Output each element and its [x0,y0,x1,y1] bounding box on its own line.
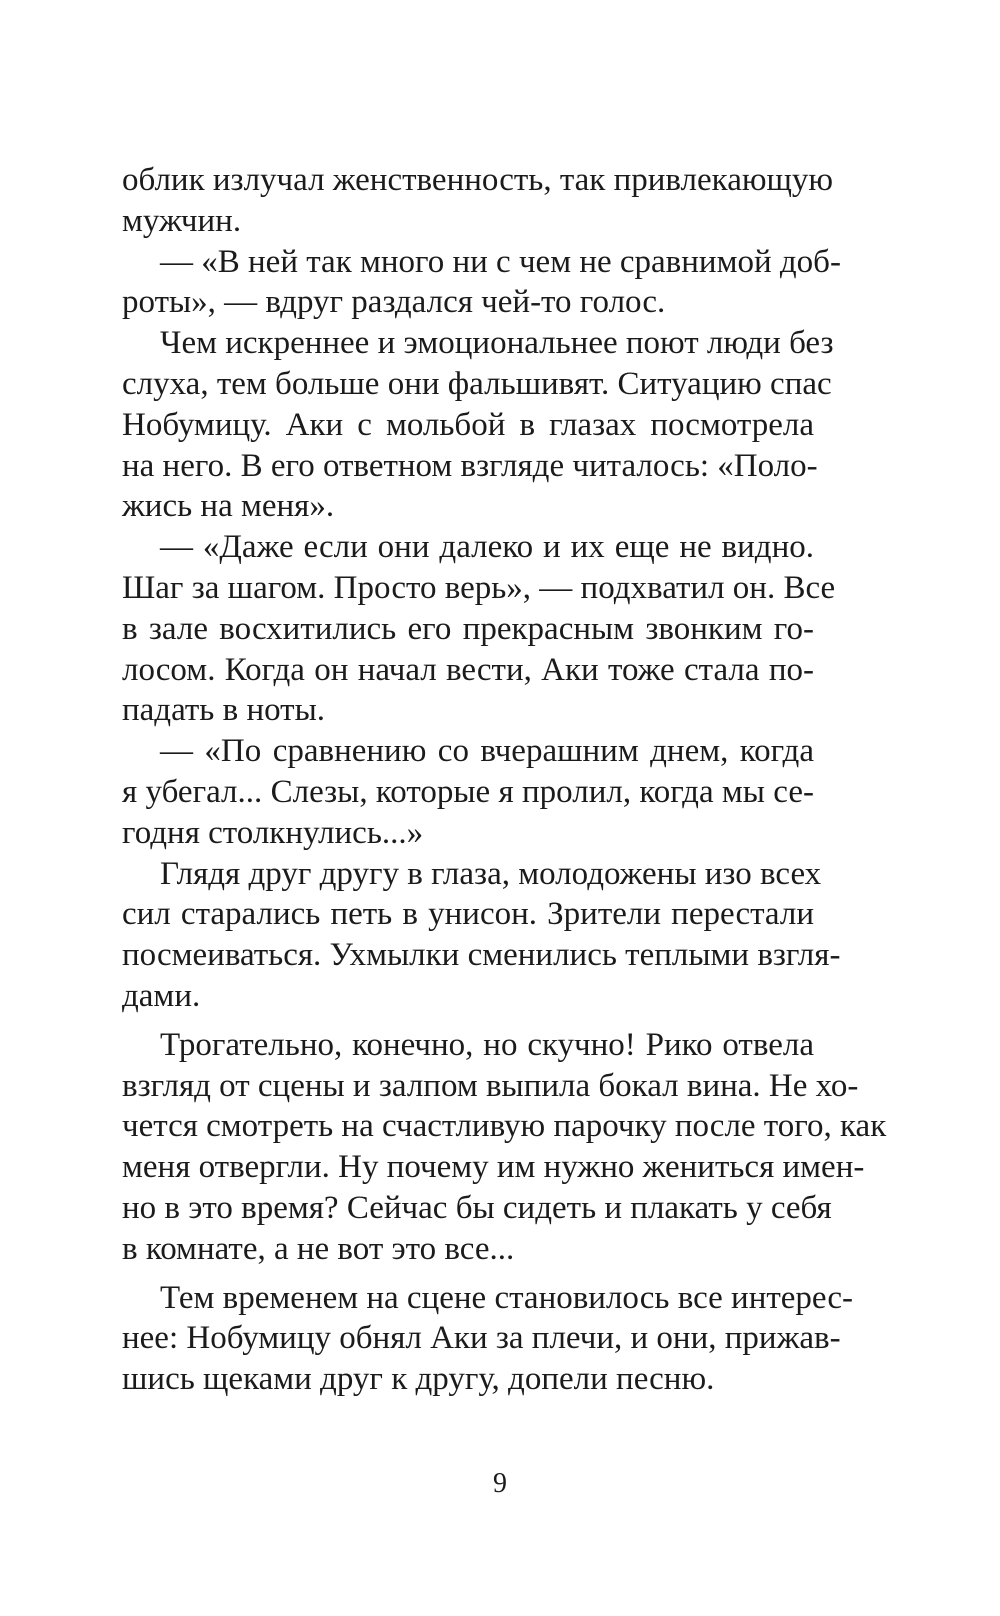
text-line: жись на меня». [122,488,335,525]
text-line: меня отвергли. Ну почему им нужно жениться имен- [122,1149,865,1186]
body-text [122,160,887,1400]
paragraph-gap [122,1017,814,1025]
text-line: слуха, тем больше они фальшивят. Ситуацию спас [122,365,832,402]
text-line: в комнате, а не вот это все... [122,1230,515,1267]
text-line: — «Даже если они далеко и их еще не видно. [160,529,814,566]
page-number: 9 [493,1468,507,1499]
text-line: взгляд от сцены и залпом выпила бокал вина. Не хо- [122,1067,859,1104]
text-line: посмеиваться. Ухмылки сменились теплыми взгля- [122,937,841,974]
text-line: — «В ней так много ни с чем не сравнимой доб- [160,243,841,280]
text-line: в зале восхитились его прекрасным звонким го- [122,610,814,647]
text-line: Нобумицу. Аки с мольбой в глазах посмотрела [122,406,814,443]
text-line: я убегал... Слезы, которые я пролил, когда мы се- [122,773,814,810]
text-line: лосом. Когда он начал вести, Аки тоже стала по- [122,651,814,688]
text-line: — «По сравнению со вчерашним днем, когда [160,733,814,770]
text-line: чется смотреть на счастливую парочку после того, как [122,1108,887,1145]
text-line: но в это время? Сейчас бы сидеть и плакать у себя [122,1189,832,1226]
text-line: дами. [122,977,201,1014]
text-line: Чем искреннее и эмоциональнее поют люди без [160,325,834,362]
paragraph-gap [122,1270,814,1278]
text-line: падать в ноты. [122,692,326,729]
text-line: шись щеками друг к другу, допели песню. [122,1361,715,1398]
text-line: Трогательно, конечно, но скучно! Рико отвела [160,1026,814,1063]
text-line: облик излучал женственность, так привлекающую [122,162,834,198]
text-line: роты», — вдруг раздался чей-то голос. [122,284,666,321]
text-line: сил старались петь в унисон. Зрители перестали [122,896,814,933]
text-line: на него. В его ответном взгляде читалось: «Поло- [122,447,818,484]
text-line: нее: Нобумицу обнял Аки за плечи, и они, прижав- [122,1320,841,1357]
text-line: Тем временем на сцене становилось все интерес- [160,1279,854,1316]
text-line: Шаг за шагом. Просто верь», — подхватил он. Все [122,569,836,606]
text-line: Глядя друг другу в глаза, молодожены изо всех [160,855,822,892]
text-line: годня столкнулись...» [122,814,424,851]
text-line: мужчин. [122,202,242,239]
